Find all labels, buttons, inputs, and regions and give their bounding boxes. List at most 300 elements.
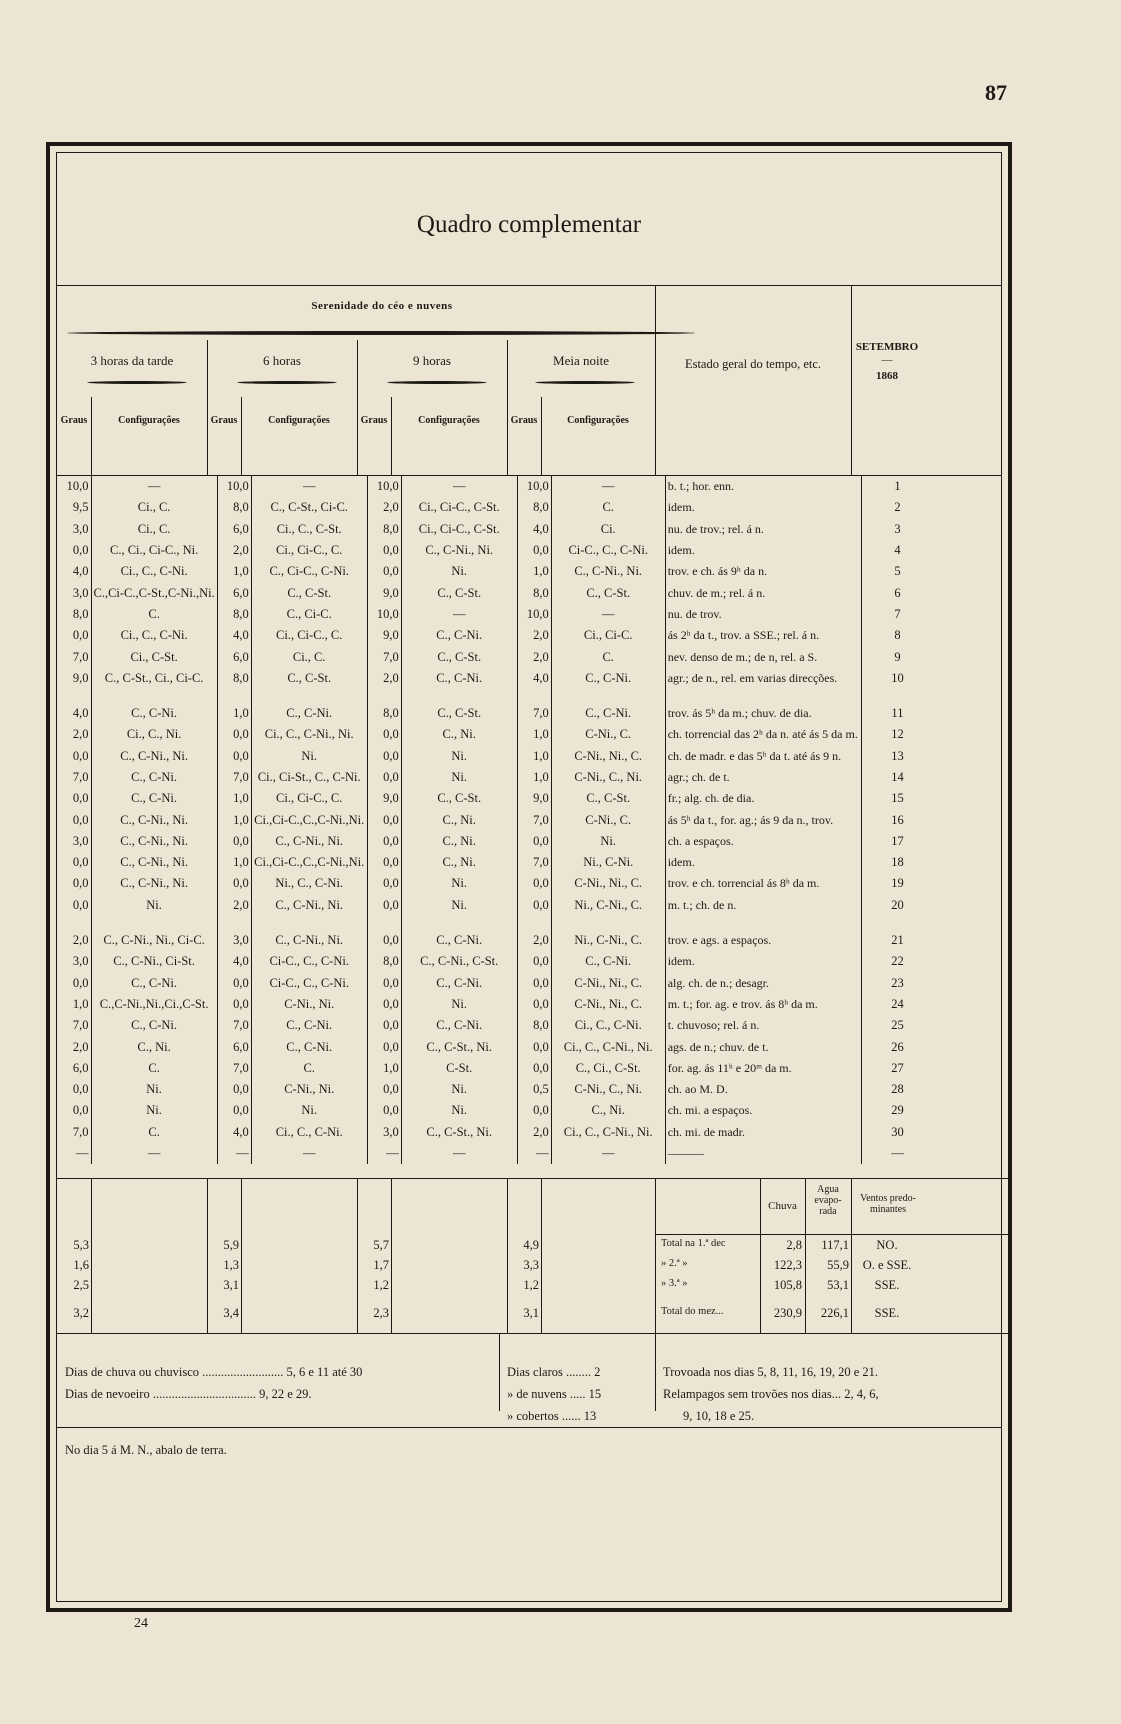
graus-cell: 0,0 (367, 873, 401, 894)
graus-cell: 7,0 (217, 1015, 251, 1036)
graus-cell: 4,0 (517, 668, 551, 689)
summary-agua: 117,1 (821, 1238, 849, 1252)
day-cell: 9 (861, 646, 933, 667)
graus-cell: 7,0 (217, 1058, 251, 1079)
nevoeiro-days-value: 9, 22 e 29. (259, 1387, 312, 1401)
config-cell: Ci., Ci-C., C. (251, 540, 367, 561)
day-cell: 30 (861, 1122, 933, 1143)
config-cell: Ci., C., C-Ni., Ni. (551, 1122, 665, 1143)
day-cell: 15 (861, 788, 933, 809)
config-cell: Ni. (251, 746, 367, 767)
graus-cell: 9,0 (72, 670, 89, 685)
config-cell: — (551, 604, 665, 625)
hour-heading: 6 horas (263, 353, 301, 368)
config-cell: Ci., C. (91, 497, 217, 518)
graus-cell: — (367, 1143, 401, 1164)
month-dash: — (881, 354, 893, 366)
config-cell: C-Ni., Ni., C. (551, 994, 665, 1015)
config-cell: C. (91, 1058, 217, 1079)
config-cell: C.,C-Ni.,Ni.,Ci.,C-St. (91, 994, 217, 1015)
config-cell: Ci., C. (91, 519, 217, 540)
config-cell: C., C-Ni., Ni. (91, 746, 217, 767)
config-cell: C., C-Ni., Ni. (91, 852, 217, 873)
day-cell: 21 (861, 930, 933, 951)
config-cell: C., C-Ni., Ni., Ci-C. (91, 930, 217, 951)
graus-cell: 8,0 (517, 497, 551, 518)
relampagos-text: Relampagos sem trovões nos dias... (663, 1387, 842, 1401)
graus-cell: 0,0 (72, 812, 89, 827)
config-cell: C., Ni. (401, 852, 517, 873)
graus-cell: 0,0 (217, 973, 251, 994)
graus-cell: 10,0 (367, 604, 401, 625)
weather-cell: ch. torrencial das 2ʰ da n. até ás 5 da m. (665, 724, 861, 745)
table-row (57, 895, 933, 916)
weather-cell: ch. de madr. e das 5ʰ da t. até ás 9 n. (665, 746, 861, 767)
day-cell: 23 (861, 973, 933, 994)
weather-cell: agr.; ch. de t. (665, 767, 861, 788)
config-cell: C., Ni. (401, 831, 517, 852)
day-cell: 22 (861, 951, 933, 972)
graus-cell: 10,0 (66, 479, 89, 494)
summary-graus: 1,3 (223, 1258, 239, 1272)
rule (655, 285, 656, 475)
day-cell: 17 (861, 831, 933, 852)
spacer-cell (217, 916, 251, 930)
graus-cell: 3,0 (72, 585, 89, 600)
graus-cell: 0,0 (72, 975, 89, 990)
graus-cell: 0,0 (517, 973, 551, 994)
graus-cell: 2,0 (517, 646, 551, 667)
weather-cell: for. ag. ás 11ʰ e 20ᵐ da m. (665, 1058, 861, 1079)
config-cell: C., C-St., Ci., Ci-C. (91, 668, 217, 689)
cobertos-row (507, 1409, 596, 1424)
weather-cell: nev. denso de m.; de n, rel. a S. (665, 646, 861, 667)
day-cell: 8 (861, 625, 933, 646)
spacer-cell (861, 916, 933, 930)
graus-cell: 0,0 (517, 994, 551, 1015)
day-cell: 10 (861, 668, 933, 689)
graus-cell: 0,0 (367, 895, 401, 916)
config-cell: Ci., Ci-C. (551, 625, 665, 646)
graus-cell: 0,0 (217, 746, 251, 767)
graus-cell: 0,0 (367, 724, 401, 745)
day-cell: 1 (861, 476, 933, 497)
weather-cell: trov. e ch. ás 9ʰ da n. (665, 561, 861, 582)
graus-cell: 0,0 (367, 1036, 401, 1057)
rule (541, 397, 542, 475)
graus-cell: 1,0 (217, 703, 251, 724)
graus-cell: 4,0 (217, 625, 251, 646)
hour-brace (87, 381, 187, 384)
day-cell: 7 (861, 604, 933, 625)
config-cell: Ni. (401, 994, 517, 1015)
graus-cell: — (517, 1143, 551, 1164)
spacer-cell (401, 916, 517, 930)
config-cell: Ci., C., C-Ni. (91, 561, 217, 582)
rule (91, 1178, 92, 1333)
summary-label: » 2.ª » (661, 1258, 688, 1269)
graus-cell: 4,0 (217, 1122, 251, 1143)
graus-cell: 2,0 (72, 1039, 89, 1054)
config-cell: Ci., Ci-St., C., C-Ni. (251, 767, 367, 788)
graus-cell: 0,0 (367, 994, 401, 1015)
config-cell: — (551, 476, 665, 497)
cobertos-text: » cobertos (507, 1409, 559, 1423)
weather-cell: ch. a espaços. (665, 831, 861, 852)
config-cell: C., C-Ni., Ni. (91, 809, 217, 830)
config-cell: C., Ni. (401, 809, 517, 830)
table-row (57, 973, 933, 994)
table-row (57, 951, 933, 972)
claros-row (507, 1365, 600, 1380)
graus-cell: 0,0 (517, 1036, 551, 1057)
summary-agua: 226,1 (820, 1306, 849, 1320)
table-row (57, 476, 933, 497)
graus-cell: 8,0 (217, 497, 251, 518)
graus-cell: 3,0 (367, 1122, 401, 1143)
config-cell: Ni. (401, 873, 517, 894)
spacer-cell (57, 916, 91, 930)
graus-cell: 0,0 (517, 831, 551, 852)
summary-label: Total do mez... (661, 1306, 724, 1317)
graus-cell: 9,0 (367, 625, 401, 646)
config-cell: C., C-Ni., Ci-St. (91, 951, 217, 972)
graus-cell: 3,0 (72, 833, 89, 848)
graus-cell: 1,0 (72, 996, 89, 1011)
config-cell: Ci-C., C., C-Ni. (551, 540, 665, 561)
config-cell: — (401, 604, 517, 625)
day-cell: 13 (861, 746, 933, 767)
table-row (57, 873, 933, 894)
graus-cell: 9,5 (72, 500, 89, 515)
day-cell: 18 (861, 852, 933, 873)
weather-cell: agr.; de n., rel. em varias direcções. (665, 668, 861, 689)
weather-cell: ——— (665, 1143, 861, 1164)
table-row (57, 831, 933, 852)
table-row (57, 604, 933, 625)
weather-cell: alg. ch. de n.; desagr. (665, 973, 861, 994)
config-cell: C., C-St., Ni. (401, 1122, 517, 1143)
graus-cell: 8,0 (217, 604, 251, 625)
config-cell: C., C-St. (251, 582, 367, 603)
graus-cell: 10,0 (517, 604, 551, 625)
graus-cell: 0,0 (367, 540, 401, 561)
table-row (57, 582, 933, 603)
config-cell: C., C-St., Ci-C. (251, 497, 367, 518)
summary-graus: 5,7 (373, 1238, 389, 1252)
claros-text: Dias claros (507, 1365, 563, 1379)
config-cell: Ci., C., C-St. (251, 519, 367, 540)
config-cell: Ci.,Ci-C.,C.,C-Ni.,Ni. (251, 852, 367, 873)
weather-cell: ás 2ʰ da t., trov. a SSE.; rel. á n. (665, 625, 861, 646)
graus-cell: 0,0 (72, 1082, 89, 1097)
graus-cell: 0,0 (517, 1100, 551, 1121)
config-cell: Ci., C-St. (91, 646, 217, 667)
graus-cell: 8,0 (72, 606, 89, 621)
group-brace (67, 331, 695, 335)
config-cell: C., C-Ni., Ni. (91, 873, 217, 894)
hour-brace (387, 381, 487, 384)
config-cell: Ci.,Ci-C.,C.,C-Ni.,Ni. (251, 809, 367, 830)
config-cell: C., C-St. (251, 668, 367, 689)
config-cell: C., C-Ni., Ni. (551, 561, 665, 582)
table-row (57, 1143, 933, 1164)
config-cell: C., C-Ni. (551, 703, 665, 724)
graus-cell: — (76, 1146, 89, 1161)
spacer-cell (401, 689, 517, 703)
graus-cell: 0,0 (217, 831, 251, 852)
graus-cell: 1,0 (517, 746, 551, 767)
graus-cell: 2,0 (72, 933, 89, 948)
config-cell: C., Ni. (91, 1036, 217, 1057)
graus-cell: 2,0 (367, 668, 401, 689)
weather-cell: t. chuvoso; rel. á n. (665, 1015, 861, 1036)
spacer-cell (367, 916, 401, 930)
config-cell: Ci., Ci-C., C-St. (401, 497, 517, 518)
table-row (57, 519, 933, 540)
summary-graus: 2,5 (73, 1278, 89, 1292)
nuvens-row (507, 1387, 601, 1402)
graus-heading: Graus (510, 415, 538, 426)
graus-cell: 4,0 (217, 951, 251, 972)
rule (91, 397, 92, 475)
graus-cell: 6,0 (72, 1060, 89, 1075)
table-row (57, 668, 933, 689)
graus-cell: 6,0 (217, 582, 251, 603)
graus-cell: 0,0 (217, 1079, 251, 1100)
config-cell: C., C-Ni. (91, 973, 217, 994)
nuvens-text: » de nuvens (507, 1387, 567, 1401)
relampagos-row (663, 1387, 879, 1402)
summary-ventos: SSE. (874, 1278, 900, 1292)
config-heading: Configurações (118, 415, 180, 426)
rule (655, 1333, 656, 1411)
graus-cell: 8,0 (367, 703, 401, 724)
day-cell: 11 (861, 703, 933, 724)
summary-graus: 1,2 (373, 1278, 389, 1292)
hour-heading: 9 horas (413, 353, 451, 368)
config-cell: C., C-St. (401, 646, 517, 667)
table-row (57, 809, 933, 830)
config-cell: Ci. (551, 519, 665, 540)
graus-cell: 6,0 (217, 519, 251, 540)
weather-cell: fr.; alg. ch. de dia. (665, 788, 861, 809)
weather-cell: m. t.; ch. de n. (665, 895, 861, 916)
table-title: Quadro complementar (416, 211, 642, 238)
graus-cell: 1,0 (517, 724, 551, 745)
graus-cell: 0,0 (217, 873, 251, 894)
group-heading: Serenidade do céo e nuvens (311, 300, 453, 312)
config-cell: C., C-Ni. (401, 973, 517, 994)
config-heading: Configurações (567, 415, 629, 426)
config-cell: Ni. (401, 561, 517, 582)
day-cell: 14 (861, 767, 933, 788)
chuva-days-value: 5, 6 e 11 até 30 (286, 1365, 363, 1379)
config-cell: — (251, 1143, 367, 1164)
config-cell: C-Ni., C. (551, 809, 665, 830)
weather-cell: nu. de trov.; rel. á n. (665, 519, 861, 540)
spacer-cell (91, 689, 217, 703)
summary-graus: 1,7 (373, 1258, 389, 1272)
table-frame (46, 142, 1012, 1612)
graus-cell: 10,0 (217, 476, 251, 497)
config-cell: C-St. (401, 1058, 517, 1079)
graus-cell: 0,0 (367, 809, 401, 830)
config-cell: — (91, 476, 217, 497)
graus-cell: 1,0 (217, 788, 251, 809)
graus-cell: 7,0 (72, 1018, 89, 1033)
graus-cell: 4,0 (72, 706, 89, 721)
config-cell: Ni., C-Ni. (551, 852, 665, 873)
graus-cell: 0,0 (367, 973, 401, 994)
config-cell: Ni., C-Ni., C. (551, 895, 665, 916)
graus-cell: 3,0 (72, 954, 89, 969)
config-cell: Ni. (401, 895, 517, 916)
graus-cell: 0,0 (367, 767, 401, 788)
graus-cell: 7,0 (217, 767, 251, 788)
config-cell: Ci., Ci-C., C. (251, 625, 367, 646)
config-cell: Ci., C., C-Ni. (91, 625, 217, 646)
config-cell: Ni. (91, 1079, 217, 1100)
cobertos-value: 13 (583, 1409, 597, 1423)
graus-cell: 0,0 (367, 561, 401, 582)
config-cell: C-Ni., Ni., C. (551, 873, 665, 894)
graus-cell: 0,0 (72, 748, 89, 763)
table-row (57, 1015, 933, 1036)
graus-cell: 0,0 (72, 855, 89, 870)
config-cell: Ni. (91, 895, 217, 916)
summary-graus: 1,6 (73, 1258, 89, 1272)
spacer-cell (251, 689, 367, 703)
summary-label: » 3.ª » (661, 1278, 688, 1289)
graus-cell: 7,0 (517, 703, 551, 724)
graus-cell: 1,0 (367, 1058, 401, 1079)
summary-ventos: NO. (876, 1238, 898, 1252)
day-cell: 4 (861, 540, 933, 561)
config-cell: C., C-Ni. (91, 1015, 217, 1036)
graus-cell: 4,0 (72, 564, 89, 579)
config-cell: C., C-Ni. (91, 703, 217, 724)
config-cell: Ci., C., C-Ni., Ni. (551, 1036, 665, 1057)
spacer-cell (517, 689, 551, 703)
summary-chuva: 105,8 (773, 1278, 802, 1292)
day-cell: 25 (861, 1015, 933, 1036)
config-heading: Configurações (268, 415, 330, 426)
graus-cell: 7,0 (72, 770, 89, 784)
config-cell: C., C-Ni., Ni. (251, 895, 367, 916)
config-cell: C., C-Ni. (251, 1036, 367, 1057)
summary-label: Total na 1.ª dec (661, 1238, 726, 1249)
rule (655, 1234, 1011, 1235)
config-cell: C. (91, 604, 217, 625)
graus-cell: 7,0 (72, 1124, 89, 1139)
page-number: 87 (985, 80, 1007, 105)
spacer-cell (217, 689, 251, 703)
day-cell: 28 (861, 1079, 933, 1100)
day-cell: 20 (861, 895, 933, 916)
graus-cell: 2,0 (367, 497, 401, 518)
hour-brace (237, 381, 337, 384)
spacer-cell (57, 689, 91, 703)
graus-cell: 2,0 (517, 930, 551, 951)
config-cell: — (401, 476, 517, 497)
weather-cell: ás 5ʰ da t., for. ag.; ás 9 da n., trov. (665, 809, 861, 830)
config-cell: Ni. (401, 1100, 517, 1121)
chuva-days-text: Dias de chuva ou chuvisco (65, 1365, 199, 1379)
summary-ventos: O. e SSE. (862, 1258, 912, 1272)
config-cell: C., Ci-C. (251, 604, 367, 625)
config-cell: C., C-St. (401, 582, 517, 603)
table-inner (56, 152, 1002, 1602)
weather-cell: nu. de trov. (665, 604, 861, 625)
summary-graus: 3,1 (523, 1306, 539, 1320)
config-cell: C-Ni., Ni. (251, 1079, 367, 1100)
graus-cell: 0,5 (517, 1079, 551, 1100)
config-cell: C., C-Ni. (551, 668, 665, 689)
graus-cell: 0,0 (72, 876, 89, 891)
graus-cell: 0,0 (517, 951, 551, 972)
spacer-cell (251, 916, 367, 930)
summary-ventos: SSE. (874, 1306, 900, 1320)
weather-cell: idem. (665, 852, 861, 873)
spacer-cell (665, 916, 861, 930)
config-cell: C., C-Ni., Ni. (251, 930, 367, 951)
nevoeiro-days-label (65, 1387, 312, 1402)
graus-cell: 2,0 (517, 625, 551, 646)
graus-cell: 0,0 (367, 930, 401, 951)
rule (541, 1178, 542, 1333)
table-row (57, 930, 933, 951)
graus-cell: 8,0 (217, 668, 251, 689)
graus-cell: 1,0 (517, 561, 551, 582)
rule (391, 1178, 392, 1333)
rule (499, 1333, 500, 1411)
graus-cell: 8,0 (367, 519, 401, 540)
config-cell: C-Ni., C., Ni. (551, 767, 665, 788)
table-row (57, 561, 933, 582)
leader-dots: ..... (566, 1387, 589, 1401)
day-cell: 27 (861, 1058, 933, 1079)
table-row (57, 1122, 933, 1143)
graus-cell: 0,0 (367, 1015, 401, 1036)
graus-cell: 8,0 (367, 951, 401, 972)
graus-cell: 0,0 (517, 895, 551, 916)
table-row (57, 994, 933, 1015)
config-cell: Ci., C., C-Ni. (251, 1122, 367, 1143)
config-cell: C., C-Ni., C-St. (401, 951, 517, 972)
graus-cell: 9,0 (367, 788, 401, 809)
config-cell: C., C-Ni., Ni. (251, 831, 367, 852)
config-cell: C-Ni., Ni., C. (551, 746, 665, 767)
config-cell: — (91, 1143, 217, 1164)
config-cell: C., C-Ni. (401, 930, 517, 951)
weather-cell: trov. e ags. a espaços. (665, 930, 861, 951)
config-cell: C., C-Ni. (91, 767, 217, 788)
table-row (57, 746, 933, 767)
config-cell: Ni. (91, 1100, 217, 1121)
graus-cell: 6,0 (217, 646, 251, 667)
config-cell: Ci-C., C., C-Ni. (251, 951, 367, 972)
config-cell: C. (91, 1122, 217, 1143)
config-cell: C., C-Ni., Ni. (91, 831, 217, 852)
config-cell: Ci., C. (251, 646, 367, 667)
signature-mark: 24 (134, 1616, 148, 1631)
graus-cell: 6,0 (217, 1036, 251, 1057)
config-cell: C., C-St. (551, 788, 665, 809)
spacer-cell (91, 916, 217, 930)
footnote: No dia 5 á M. N., abalo de terra. (65, 1443, 227, 1457)
day-cell: 5 (861, 561, 933, 582)
